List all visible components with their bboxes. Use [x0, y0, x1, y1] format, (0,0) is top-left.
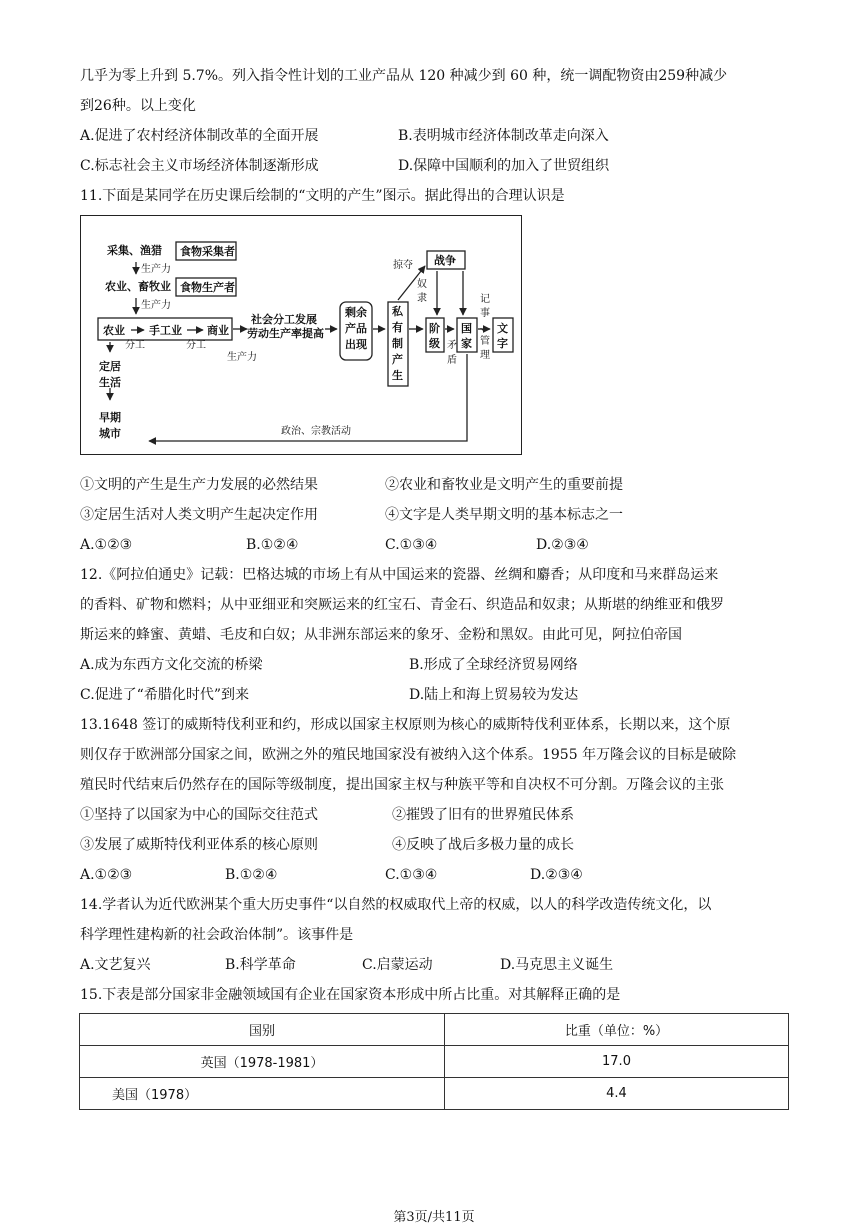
diag-war: 战争	[434, 254, 456, 267]
q14-stem-line1: 14.学者认为近代欧洲某个重大历史事件“以自然的权威取代上帝的权威，以人的科学改造传统文化，以	[80, 897, 712, 913]
diag-slave-2: 隶	[417, 293, 427, 304]
table-cell-country: 美国（1978）	[80, 1078, 445, 1110]
q13-statement-1: ①坚持了以国家为中心的国际交往范式	[80, 807, 318, 823]
q14-option-b: B.科学革命	[225, 957, 296, 973]
q11-statement-2: ②农业和畜牧业是文明产生的重要前提	[385, 477, 623, 493]
diag-city-2: 城市	[99, 427, 121, 440]
diag-agriculture: 农业	[103, 324, 125, 337]
q14-stem-line2: 科学理性建构新的社会政治体制”。该事件是	[80, 927, 354, 943]
q13-option-a: A.①②③	[80, 867, 133, 883]
diag-writing-1: 文	[497, 322, 508, 335]
q11-option-a: A.①②③	[80, 537, 133, 553]
q11-option-c: C.①③④	[385, 537, 438, 553]
q15-stem: 15.下表是部分国家非金融领域国有企业在国家资本形成中所占比重。对其解释正确的是	[80, 987, 621, 1003]
q13-statement-3: ③发展了威斯特伐利亚体系的核心原则	[80, 837, 318, 853]
diag-farming: 农业、畜牧业	[105, 280, 171, 293]
diag-record-1: 记	[480, 294, 490, 305]
q12-stem-line2: 的香料、矿物和燃料；从中亚细亚和突厥运来的红宝石、青金石、织造品和奴隶；从斯堪的纳维亚和俄罗	[80, 597, 724, 613]
q13-option-c: C.①③④	[385, 867, 438, 883]
q10-stem-line2: 到26种。以上变化	[80, 98, 196, 114]
diag-contra-2: 盾	[447, 355, 457, 366]
diag-private-2: 有	[392, 321, 403, 334]
q12-stem-line1: 12.《阿拉伯通史》记载：巴格达城的市场上有从中国运来的瓷器、丝绸和麝香；从印度和马来群岛运来	[80, 567, 719, 583]
table-header-ratio: 比重（单位：%）	[445, 1014, 789, 1046]
diag-private-1: 私	[392, 305, 403, 318]
diag-food-producer: 食物生产者	[180, 281, 235, 294]
q13-stem-line3: 殖民时代结束后仍然存在的国际等级制度，提出国家主权与种族平等和自决权不可分割。万隆会议的主张	[80, 777, 724, 793]
q13-statement-4: ④反映了战后多极力量的成长	[392, 837, 574, 853]
diag-productivity-3: 生产力	[227, 352, 257, 363]
diag-division-dev: 社会分工发展	[251, 313, 317, 326]
diag-commerce: 商业	[207, 324, 229, 337]
q12-option-d: D.陆上和海上贸易较为发达	[409, 687, 579, 703]
diag-settled-1: 定居	[99, 360, 121, 373]
q13-stem-line2: 则仅存于欧洲部分国家之间，欧洲之外的殖民地国家没有被纳入这个体系。1955 年万隆会议的目标是破除	[80, 747, 737, 763]
q14-option-d: D.马克思主义诞生	[500, 957, 614, 973]
q10-option-c: C.标志社会主义市场经济体制逐渐形成	[80, 158, 319, 174]
diag-plunder: 掠夺	[393, 260, 413, 271]
diag-hunting: 采集、渔猎	[107, 244, 162, 257]
diag-class-2: 级	[429, 337, 440, 350]
q14-option-a: A.文艺复兴	[80, 957, 151, 973]
table-header-row	[80, 1014, 789, 1046]
q12-option-c: C.促进了“希腊化时代”到来	[80, 687, 249, 703]
q13-stem-line1: 13.1648 签订的威斯特伐利亚和约，形成以国家主权原则为核心的威斯特伐利亚体系，长期以来，这个原	[80, 717, 731, 733]
page-footer: 第3页/共11页	[393, 1210, 475, 1225]
table-row	[80, 1078, 789, 1110]
q11-statement-3: ③定居生活对人类文明产生起决定作用	[80, 507, 318, 523]
diag-record-4: 管	[480, 336, 490, 347]
diag-private-5: 生	[392, 369, 403, 382]
diag-city-1: 早期	[99, 411, 121, 424]
diag-politics: 政治、宗教活动	[281, 426, 351, 437]
q11-statement-1: ①文明的产生是生产力发展的必然结果	[80, 477, 318, 493]
diag-division-1: 分工	[125, 340, 145, 351]
diag-state-2: 家	[461, 337, 472, 350]
q15-table	[79, 1013, 789, 1110]
q10-stem-line1: 几乎为零上升到 5.7%。列入指令性计划的工业产品从 120 种减少到 60 种，统一调配物资由259种减少	[80, 68, 728, 84]
diag-food-gatherer: 食物采集者	[180, 245, 235, 258]
diag-record-3: 、	[480, 322, 490, 333]
q12-option-a: A.成为东西方文化交流的桥梁	[80, 657, 263, 673]
diag-labor-prod: 劳动生产率提高	[247, 327, 324, 340]
diag-record-5: 理	[480, 350, 490, 361]
diag-state-1: 国	[461, 322, 472, 335]
diag-slave-1: 奴	[417, 279, 427, 290]
q11-statement-4: ④文字是人类早期文明的基本标志之一	[385, 507, 623, 523]
diag-class-1: 阶	[429, 322, 440, 335]
diag-surplus-1: 剩余	[345, 306, 367, 319]
diag-division-2: 分工	[186, 340, 206, 351]
civilization-diagram	[80, 215, 522, 455]
q11-stem: 11.下面是某同学在历史课后绘制的“文明的产生”图示。据此得出的合理认识是	[80, 188, 565, 204]
table-cell-country: 英国（1978-1981）	[80, 1046, 445, 1078]
q11-option-d: D.②③④	[536, 537, 589, 553]
q14-option-c: C.启蒙运动	[362, 957, 433, 973]
diag-private-4: 产	[392, 353, 403, 366]
table-cell-ratio: 4.4	[445, 1078, 789, 1110]
q13-statement-2: ②摧毁了旧有的世界殖民体系	[392, 807, 574, 823]
diag-writing-2: 字	[497, 337, 508, 350]
q10-option-a: A.促进了农村经济体制改革的全面开展	[80, 128, 319, 144]
diag-surplus-2: 产品	[345, 322, 367, 335]
q10-option-b: B.表明城市经济体制改革走向深入	[398, 128, 609, 144]
q13-option-b: B.①②④	[225, 867, 278, 883]
q13-option-d: D.②③④	[530, 867, 583, 883]
table-row	[80, 1046, 789, 1078]
diag-settled-2: 生活	[99, 376, 121, 389]
diag-contra-1: 矛	[447, 340, 457, 351]
q12-stem-line3: 斯运来的蜂蜜、黄蜡、毛皮和白奴；从非洲东部运来的象牙、金粉和黑奴。由此可见，阿拉伯帝国	[80, 627, 682, 643]
diag-productivity-1: 生产力	[141, 264, 171, 275]
q12-option-b: B.形成了全球经济贸易网络	[409, 657, 578, 673]
q10-option-d: D.保障中国顺利的加入了世贸组织	[398, 158, 610, 174]
q11-option-b: B.①②④	[246, 537, 299, 553]
table-header-country: 国别	[80, 1014, 445, 1046]
table-cell-ratio: 17.0	[445, 1046, 789, 1078]
diag-record-2: 事	[480, 308, 490, 319]
diag-handicraft: 手工业	[149, 324, 182, 337]
diag-private-3: 制	[392, 337, 403, 350]
diag-surplus-3: 出现	[345, 338, 367, 351]
diag-productivity-2: 生产力	[141, 300, 171, 311]
